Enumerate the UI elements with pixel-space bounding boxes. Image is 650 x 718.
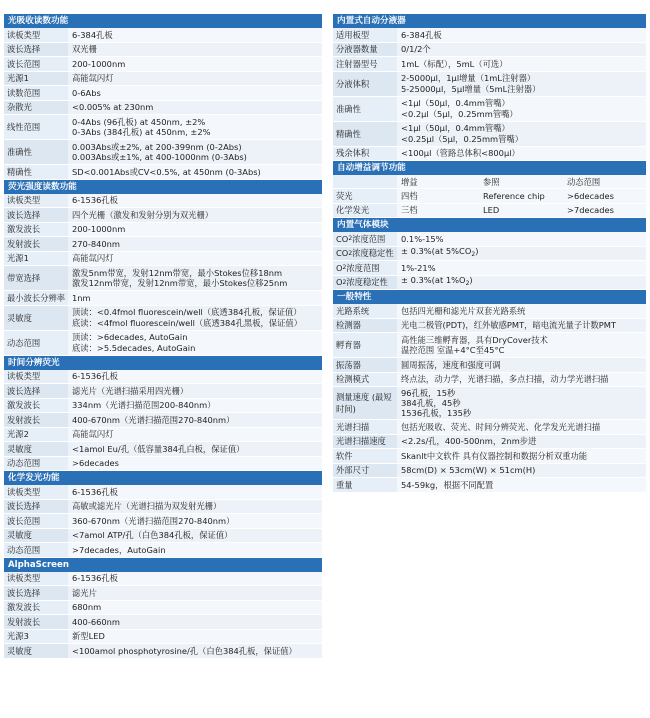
spec-row <box>4 413 322 428</box>
spec-value <box>68 644 322 658</box>
spec-value-line: 0-4Abs (96孔板) at 450nm, ±2% <box>72 116 206 127</box>
spec-value <box>68 543 322 557</box>
spec-value <box>397 358 646 372</box>
spec-value <box>397 435 646 449</box>
spec-value-line: <2.2s/孔，400-500nm，2nm步进 <box>401 436 537 447</box>
spec-value <box>68 72 322 86</box>
spec-value-line: 400-660nm <box>72 616 121 627</box>
spec-label: 动态范围 <box>4 543 68 557</box>
spec-row <box>333 464 646 479</box>
spec-label: 激发波长 <box>4 399 68 413</box>
spec-value-line: 高能氙闪灯 <box>72 253 114 264</box>
spec-row <box>4 266 322 291</box>
spec-row <box>333 43 646 58</box>
spec-value <box>68 586 322 600</box>
spec-value-line: 0-3Abs (384孔板) at 450nm, ±2% <box>72 127 211 137</box>
spec-value-line: 6-1536孔板 <box>72 371 118 382</box>
spec-value-line: 0.003Abs或±1%, at 400-1000nm (0-3Abs) <box>72 152 247 162</box>
spec-value-line: 四个光栅（激发和发射分别为双光栅） <box>72 209 214 220</box>
spec-value-line: 54-59kg，根据不同配置 <box>401 479 494 490</box>
spec-value <box>397 373 646 387</box>
spec-value <box>397 72 646 96</box>
spec-value <box>68 165 322 179</box>
spec-label: 波长范围 <box>4 57 68 71</box>
gas-label-sub: 2 <box>342 264 347 272</box>
spec-row <box>333 319 646 334</box>
spec-row <box>4 615 322 630</box>
spec-value <box>68 208 322 222</box>
spec-value <box>68 115 322 139</box>
spec-value-line: 光电二极管(PDT)，红外敏感PMT，暗电流光量子计数PMT <box>401 320 617 331</box>
spec-value <box>397 319 646 333</box>
gas-label-prefix: O <box>336 262 343 273</box>
spec-value-line: 激发5nm带宽，发射12nm带宽，最小Stokes位移18nm <box>72 267 283 278</box>
spec-value <box>397 449 646 463</box>
spec-value-line: 2-5000μl，1μl增量（1mL注射器） <box>401 73 536 84</box>
spec-value <box>397 261 646 275</box>
spec-row <box>4 86 322 101</box>
spec-row <box>4 165 322 180</box>
gas-value: ± 0.3%(at 5%CO <box>401 246 472 257</box>
spec-label: 振荡器 <box>333 358 397 372</box>
spec-row <box>4 485 322 500</box>
gas-value: ± 0.3%(at 1%O <box>401 275 466 286</box>
spec-row <box>4 601 322 616</box>
spec-label: 最小波长分辨率 <box>4 291 68 305</box>
spec-value <box>397 387 646 419</box>
spec-value-line: <0.005% at 230nm <box>72 102 154 113</box>
spec-value-line: 滤光片 <box>72 587 97 598</box>
spec-value-line: 0/1/2个 <box>401 44 431 55</box>
spec-label: 带宽选择 <box>4 266 68 290</box>
spec-row <box>333 333 646 358</box>
spec-value-line: 334nm（光谱扫描范围200-840nm） <box>72 400 216 411</box>
agc-cell: >6decades <box>563 189 646 203</box>
gas-label-sub: 2 <box>342 278 347 286</box>
spec-value-line: 680nm <box>72 602 102 613</box>
spec-row <box>4 223 322 238</box>
spec-row <box>4 586 322 601</box>
spec-label: 孵育器 <box>333 333 397 357</box>
gas-value-sub: 2 <box>471 251 476 259</box>
spec-value-line: 6-1536孔板 <box>72 573 118 584</box>
spec-value-line <box>401 263 642 273</box>
spec-value-line: 270-840nm <box>72 238 121 249</box>
spec-value <box>68 57 322 71</box>
spec-value-line: 360-670nm（光谱扫描范围270-840nm） <box>72 515 235 526</box>
spec-label <box>333 232 397 246</box>
gas-label-prefix: CO <box>336 248 349 259</box>
spec-value <box>68 86 322 100</box>
spec-value <box>68 237 322 251</box>
spec-label: 外部尺寸 <box>333 464 397 478</box>
spec-row <box>333 72 646 97</box>
spec-value <box>397 247 646 261</box>
spec-value <box>68 384 322 398</box>
spec-value-line: 6-384孔板 <box>401 29 442 40</box>
agc-cell: 四档 <box>397 189 479 203</box>
spec-value-line: 5-25000μl，5μl增量（5mL注射器） <box>401 83 541 94</box>
spec-row <box>4 442 322 457</box>
spec-label: 光源2 <box>4 428 68 442</box>
spec-value <box>397 97 646 121</box>
spec-value-line: 96孔板，15秒 <box>401 387 456 398</box>
section-title: 荧光强度读数功能 <box>4 180 322 194</box>
section-title: 自动增益调节功能 <box>333 161 646 175</box>
spec-row <box>4 140 322 165</box>
gas-label-suffix: 浓度稳定性 <box>346 277 388 288</box>
spec-label: 读板类型 <box>4 194 68 208</box>
spec-row <box>333 57 646 72</box>
spec-value <box>68 194 322 208</box>
spec-value-line <box>401 275 642 289</box>
spec-row <box>4 331 322 356</box>
spec-value <box>68 223 322 237</box>
spec-label: 准确性 <box>4 140 68 164</box>
spec-value <box>68 428 322 442</box>
spec-value <box>68 529 322 543</box>
spec-value-line: 终点法，动力学，光谱扫描，多点扫描，动力学光谱扫描 <box>401 374 609 385</box>
spec-value-line: 双光栅 <box>72 44 97 55</box>
spec-row <box>4 72 322 87</box>
spec-label: 读数范围 <box>4 86 68 100</box>
spec-value-line: 包括光吸收、荧光、时间分辨荧光、化学发光光谱扫描 <box>401 421 601 432</box>
gas-label-suffix: 浓度范围 <box>346 262 380 273</box>
spec-value <box>397 28 646 42</box>
spec-label: 波长选择 <box>4 500 68 514</box>
spec-label: 灵敏度 <box>4 306 68 330</box>
spec-value-line: 顶读：>6decades, AutoGain <box>72 332 188 343</box>
spec-value <box>397 147 646 161</box>
spec-label: 光源1 <box>4 252 68 266</box>
spec-label: 灵敏度 <box>4 442 68 456</box>
section-title: 光吸收读数功能 <box>4 14 322 28</box>
spec-row <box>333 232 646 247</box>
gas-value-sub: 2 <box>465 280 470 288</box>
spec-label: 适用板型 <box>333 28 397 42</box>
spec-row <box>4 384 322 399</box>
spec-value-line: 包括四光栅和滤光片双套光路系统 <box>401 305 526 316</box>
spec-value <box>68 500 322 514</box>
agc-header-cell: 增益 <box>397 175 479 188</box>
spec-label: 精确性 <box>333 122 397 146</box>
spec-row <box>4 101 322 116</box>
spec-value <box>68 615 322 629</box>
spec-value <box>68 514 322 528</box>
spec-label: 发射波长 <box>4 237 68 251</box>
spec-row <box>333 276 646 291</box>
spec-value-line: 温控范围 室温+4°C至45°C <box>401 345 505 355</box>
spec-value <box>397 478 646 492</box>
agc-row <box>333 189 646 204</box>
spec-label: 动态范围 <box>4 331 68 355</box>
spec-value-line: 6-384孔板 <box>72 29 113 40</box>
spec-row <box>4 28 322 43</box>
spec-label: 精确性 <box>4 165 68 179</box>
spec-row <box>333 420 646 435</box>
spec-value-line: <1μl（50μl，0.4mm管嘴） <box>401 98 510 109</box>
spec-label: 重量 <box>333 478 397 492</box>
spec-row <box>4 514 322 529</box>
spec-value <box>68 140 322 164</box>
spec-row <box>333 304 646 319</box>
spec-row <box>4 291 322 306</box>
spec-label: 软件 <box>333 449 397 463</box>
spec-label: 分液器数量 <box>333 43 397 57</box>
spec-label: 灵敏度 <box>4 529 68 543</box>
section-title: 时间分辨荧光 <box>4 356 322 370</box>
spec-value-line <box>401 234 642 244</box>
spec-value-line: <1μl（50μl，0.4mm管嘴） <box>401 123 510 134</box>
left-column <box>4 14 322 659</box>
spec-value <box>68 399 322 413</box>
spec-value <box>68 630 322 644</box>
spec-value-line: 1536孔板，135秒 <box>401 408 472 419</box>
spec-label <box>333 247 397 261</box>
spec-row <box>4 194 322 209</box>
spec-label: 激发波长 <box>4 601 68 615</box>
spec-value <box>68 101 322 115</box>
gas-value: 0.1%-15% <box>401 233 444 244</box>
agc-cell: 三档 <box>397 204 479 218</box>
spec-value-line: 圆周振荡，速度和强度可调 <box>401 359 501 370</box>
spec-row <box>333 435 646 450</box>
spec-value <box>397 57 646 71</box>
spec-value <box>68 370 322 384</box>
spec-row <box>333 449 646 464</box>
spec-label: 光谱扫描 <box>333 420 397 434</box>
spec-value-line: 高能氙闪灯 <box>72 73 114 84</box>
agc-header-row <box>333 175 646 189</box>
spec-row <box>4 630 322 645</box>
gas-label-suffix: 浓度稳定性 <box>352 248 394 259</box>
gas-label-prefix: CO <box>336 233 349 244</box>
spec-row <box>4 543 322 558</box>
spec-value-line: Skanlt中文软件 具有仪器控制和数据分析双重功能 <box>401 450 588 461</box>
gas-value: 1%-21% <box>401 262 436 273</box>
spec-row <box>4 457 322 472</box>
spec-label: 激发波长 <box>4 223 68 237</box>
spec-value <box>397 464 646 478</box>
spec-value-line: 新型LED <box>72 631 105 642</box>
spec-row <box>4 115 322 140</box>
spec-value-line: 58cm(D) × 53cm(W) × 51cm(H) <box>401 465 536 476</box>
spec-label: 线性范围 <box>4 115 68 139</box>
spec-label <box>333 276 397 290</box>
spec-row <box>333 478 646 493</box>
spec-value-line: 高能氙闪灯 <box>72 429 114 440</box>
spec-value <box>68 457 322 471</box>
spec-row <box>4 237 322 252</box>
spec-row <box>333 147 646 162</box>
spec-value-line: >7decades，AutoGain <box>72 544 166 555</box>
spec-value-line: 底读：>5.5decades, AutoGain <box>72 342 196 353</box>
spec-row <box>333 261 646 276</box>
spec-value <box>68 252 322 266</box>
spec-row <box>4 529 322 544</box>
gas-value-end: ) <box>469 275 473 286</box>
spec-value <box>68 291 322 305</box>
agc-row <box>333 204 646 219</box>
agc-cell: Reference chip <box>479 189 563 203</box>
spec-value-line: 6-1536孔板 <box>72 195 118 206</box>
spec-value-line: <100amol phosphotyrosine/孔（白色384孔板，保证值） <box>72 645 297 656</box>
spec-row <box>4 208 322 223</box>
gas-label-prefix: O <box>336 277 343 288</box>
spec-value-line: 200-1000nm <box>72 224 126 235</box>
agc-cell: LED <box>479 204 563 218</box>
spec-row <box>333 247 646 262</box>
spec-value-line: 400-670nm（光谱扫描范围270-840nm） <box>72 414 235 425</box>
spec-label: 读板类型 <box>4 572 68 586</box>
gas-value-end: ) <box>475 246 479 257</box>
spec-row <box>333 122 646 147</box>
spec-value <box>68 601 322 615</box>
spec-value <box>68 485 322 499</box>
spec-row <box>4 572 322 587</box>
spec-label: 光路系统 <box>333 304 397 318</box>
spec-label: 动态范围 <box>4 457 68 471</box>
spec-value-line: 1nm <box>72 292 91 303</box>
section-title: 内置式自动分液器 <box>333 14 646 28</box>
spec-value-line: <0.25μl（5μl，0.25mm管嘴） <box>401 133 523 144</box>
spec-label <box>333 261 397 275</box>
spec-label: 杂散光 <box>4 101 68 115</box>
spec-label: 波长范围 <box>4 514 68 528</box>
spec-row <box>333 387 646 420</box>
spec-value-line: 0.003Abs或±2%, at 200-399nm (0-2Abs) <box>72 141 242 152</box>
spec-row <box>4 57 322 72</box>
spec-value-line: 1mL（标配），5mL（可选） <box>401 58 508 69</box>
spec-label: 注射器型号 <box>333 57 397 71</box>
spec-label: 波长选择 <box>4 43 68 57</box>
section-title: 内置气体模块 <box>333 218 646 232</box>
spec-label: 读板类型 <box>4 370 68 384</box>
spec-value-line: 384孔板，45秒 <box>401 397 461 408</box>
section-title: 一般特性 <box>333 290 646 304</box>
spec-value-line: <0.2μl（5μl，0.25mm管嘴） <box>401 108 518 119</box>
spec-value-line: 高敏或滤光片（光谱扫描为双发射光栅） <box>72 501 222 512</box>
spec-value <box>397 232 646 246</box>
spec-label: 准确性 <box>333 97 397 121</box>
spec-label: 发射波长 <box>4 615 68 629</box>
agc-header-blank <box>333 175 397 188</box>
spec-label: 检测器 <box>333 319 397 333</box>
spec-value <box>397 304 646 318</box>
agc-header-cell: 参照 <box>479 175 563 188</box>
spec-row <box>4 428 322 443</box>
spec-label: 灵敏度 <box>4 644 68 658</box>
spec-value <box>397 122 646 146</box>
spec-value-line: >6decades <box>72 458 119 469</box>
agc-label: 化学发光 <box>333 204 397 218</box>
spec-value <box>68 43 322 57</box>
spec-value <box>68 572 322 586</box>
spec-row <box>4 644 322 659</box>
spec-label: 读板类型 <box>4 28 68 42</box>
spec-value-line: 底读：<4fmol fluorescein/well（底透384孔黑板，保证值） <box>72 317 302 328</box>
spec-value-line: 0-6Abs <box>72 87 101 98</box>
spec-label: 检测模式 <box>333 373 397 387</box>
spec-row <box>4 500 322 515</box>
agc-label: 荧光 <box>333 189 397 203</box>
section-title: AlphaScreen <box>4 558 322 572</box>
spec-label: 读板类型 <box>4 485 68 499</box>
gas-label-suffix: 浓度范围 <box>352 233 386 244</box>
spec-row <box>4 43 322 58</box>
spec-row <box>333 373 646 388</box>
spec-value-line: 高性能三维孵育器，具有DryCover技术 <box>401 334 548 345</box>
spec-row <box>333 97 646 122</box>
spec-value-line <box>401 246 642 260</box>
spec-value <box>68 331 322 355</box>
spec-label: 光源1 <box>4 72 68 86</box>
gas-label-sub: 2 <box>348 235 353 243</box>
gas-label-sub: 2 <box>348 249 353 257</box>
spec-value <box>397 333 646 357</box>
spec-value <box>397 43 646 57</box>
spec-value-line: 顶读：<0.4fmol fluorescein/well（底透384孔板，保证值） <box>72 307 302 318</box>
spec-row <box>4 399 322 414</box>
spec-value <box>68 266 322 290</box>
spec-label: 光源3 <box>4 630 68 644</box>
right-column <box>333 14 646 493</box>
spec-value-line: 滤光片（光谱扫描采用四光栅） <box>72 385 189 396</box>
spec-label: 波长选择 <box>4 208 68 222</box>
agc-header-cell: 动态范围 <box>563 175 646 188</box>
spec-row <box>4 252 322 267</box>
agc-cell: >7decades <box>563 204 646 218</box>
spec-label: 发射波长 <box>4 413 68 427</box>
spec-value-line: 激发12nm带宽，发射12nm带宽，最小Stokes位移25nm <box>72 278 288 288</box>
spec-value-line: <100μl（管路总体积<800μl） <box>401 148 520 159</box>
spec-value <box>397 420 646 434</box>
spec-row <box>333 358 646 373</box>
spec-value-line: 6-1536孔板 <box>72 486 118 497</box>
spec-label: 残余体积 <box>333 147 397 161</box>
spec-row <box>4 306 322 331</box>
spec-value-line: 200-1000nm <box>72 58 126 69</box>
spec-value-line: <1amol Eu/孔（低容量384孔白板，保证值） <box>72 443 245 454</box>
spec-value <box>68 442 322 456</box>
spec-value <box>68 413 322 427</box>
spec-label: 波长选择 <box>4 384 68 398</box>
spec-value <box>397 276 646 290</box>
spec-label: 波长选择 <box>4 586 68 600</box>
spec-row <box>4 370 322 385</box>
spec-label: 测量速度 (最短时间) <box>333 387 397 419</box>
spec-row <box>333 28 646 43</box>
spec-label: 分液体积 <box>333 72 397 96</box>
spec-label: 光谱扫描速度 <box>333 435 397 449</box>
spec-value <box>68 28 322 42</box>
spec-value <box>68 306 322 330</box>
spec-value-line: <7amol ATP/孔（白色384孔板，保证值） <box>72 530 233 541</box>
section-title: 化学发光功能 <box>4 471 322 485</box>
spec-value-line: SD<0.001Abs或CV<0.5%, at 450nm (0-3Abs) <box>72 166 261 177</box>
